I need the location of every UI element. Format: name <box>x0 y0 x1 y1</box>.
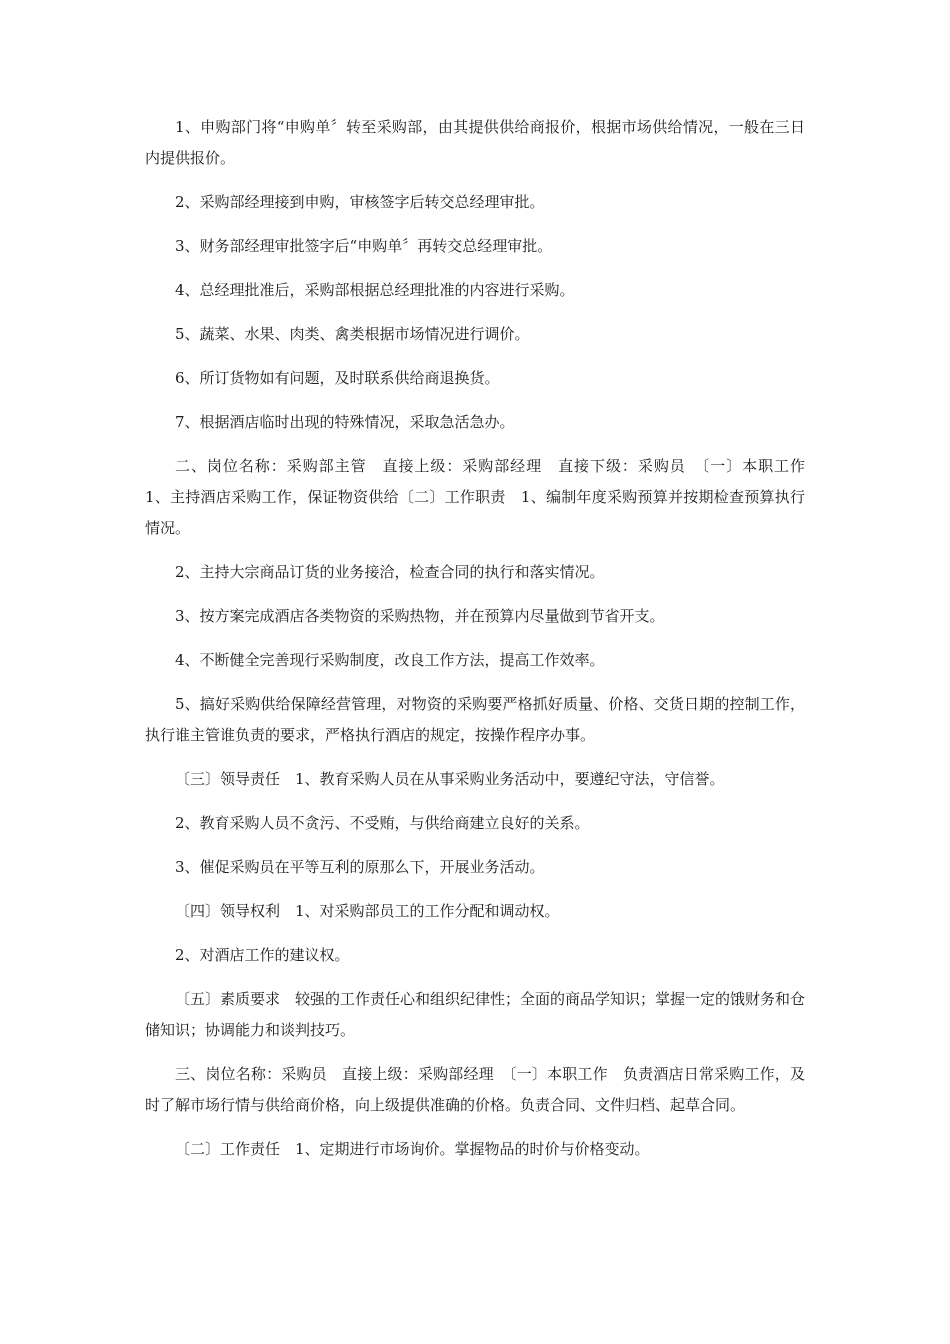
paragraph-19: 三、岗位名称：采购员 直接上级：采购部经理 〔一〕本职工作 负责酒店日常采购工作，及时了解市场行情与供给商价格，向上级提供准确的价格。负责合同、文件归档、起草合同。 <box>145 1065 805 1114</box>
paragraph-6: 6、所订货物如有问题，及时联系供给商退换货。 <box>175 369 500 387</box>
paragraph-13: 〔三〕领导责任 1、教育采购人员在从事采购业务活动中，要遵纪守法，守信誉。 <box>175 770 725 788</box>
paragraph-10: 3、按方案完成酒店各类物资的采购热物，并在预算内尽量做到节省开支。 <box>175 607 665 625</box>
paragraph-4: 4、总经理批准后，采购部根据总经理批准的内容进行采购。 <box>175 281 575 299</box>
paragraph-15: 3、催促采购员在平等互利的原那么下，开展业务活动。 <box>175 858 545 876</box>
paragraph-18: 〔五〕素质要求 较强的工作责任心和组织纪律性；全面的商品学知识；掌握一定的饿财务和仓储知识；协调能力和谈判技巧。 <box>145 990 806 1039</box>
paragraph-20: 〔二〕工作责任 1、定期进行市场询价。掌握物品的时价与价格变动。 <box>175 1140 650 1158</box>
paragraph-16: 〔四〕领导权利 1、对采购部员工的工作分配和调动权。 <box>175 902 560 920</box>
paragraph-11: 4、不断健全完善现行采购制度，改良工作方法，提高工作效率。 <box>175 651 605 669</box>
paragraph-5: 5、蔬菜、水果、肉类、禽类根据市场情况进行调价。 <box>175 325 530 343</box>
paragraph-9: 2、主持大宗商品订货的业务接洽，检查合同的执行和落实情况。 <box>175 563 605 581</box>
paragraph-7: 7、根据酒店临时出现的特殊情况，采取急活急办。 <box>175 413 515 431</box>
paragraph-12: 5、搞好采购供给保障经营管理，对物资的采购要严格抓好质量、价格、交货日期的控制工作，执行谁主管谁负责的要求，严格执行酒店的规定，按操作程序办事。 <box>145 695 805 744</box>
paragraph-3: 3、财务部经理审批签字后“申购单〞再转交总经理审批。 <box>175 237 553 255</box>
paragraph-14: 2、教育采购人员不贪污、不受贿，与供给商建立良好的关系。 <box>175 814 590 832</box>
paragraph-8: 二、岗位名称：采购部主管 直接上级：采购部经理 直接下级：采购员 〔一〕本职工作 1、主持酒店采购工作，保证物资供给〔二〕工作职责 1、编制年度采购预算并按期检查预算执行情况。 <box>145 457 821 537</box>
paragraph-1: 1、申购部门将“申购单〞转至采购部，由其提供供给商报价，根据市场供给情况，一般在三日内提供报价。 <box>145 118 805 167</box>
document-body <box>145 112 821 1178</box>
paragraph-17: 2、对酒店工作的建议权。 <box>175 946 350 964</box>
paragraph-2: 2、采购部经理接到申购，审核签字后转交总经理审批。 <box>175 193 545 211</box>
